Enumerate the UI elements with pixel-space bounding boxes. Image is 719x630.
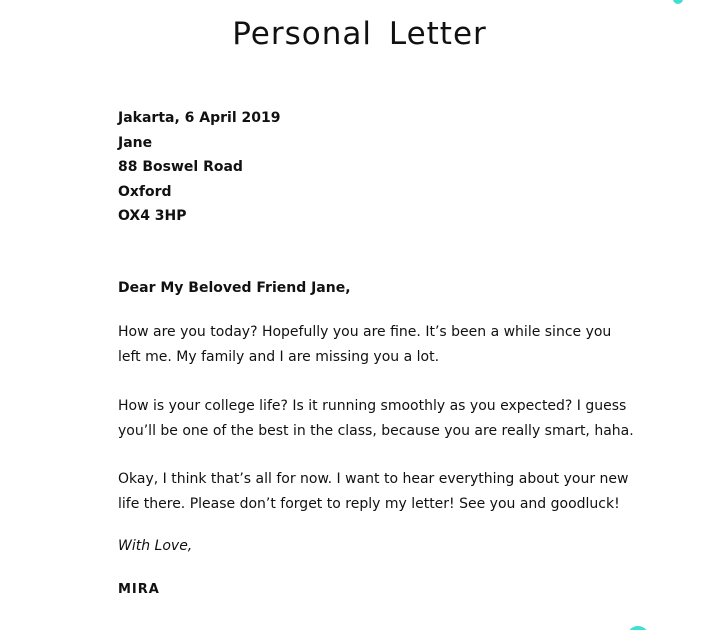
closing: With Love,: [118, 538, 193, 554]
decorative-dot-bottom: [627, 626, 649, 630]
address-city: Oxford: [118, 183, 172, 200]
address-street: 88 Boswel Road: [118, 159, 243, 175]
signature: MIRA: [118, 582, 160, 597]
address-date-line: Jakarta, 6 April 2019: [118, 110, 281, 126]
body-paragraph-2: How is your college life? Is it running smoothly as you expected? I guess you’ll be one of the best in the class, because you are really smart, haha.: [118, 398, 634, 439]
address-block: [118, 106, 280, 229]
address-postcode: OX4 3HP: [118, 208, 187, 224]
body-paragraph-1: How are you today? Hopefully you are fine. It’s been a while since you left me. My family and I are missing you a lot.: [118, 324, 612, 365]
page-title: Personal Letter: [232, 16, 487, 52]
decorative-dot-top: [673, 0, 683, 4]
salutation: Dear My Beloved Friend Jane,: [118, 280, 351, 296]
address-recipient-name: Jane: [118, 134, 153, 151]
body-paragraph-3: Okay, I think that’s all for now. I want to hear everything about your new life there. Please don’t forget to reply my letter! See you and goodluck!: [118, 471, 629, 512]
